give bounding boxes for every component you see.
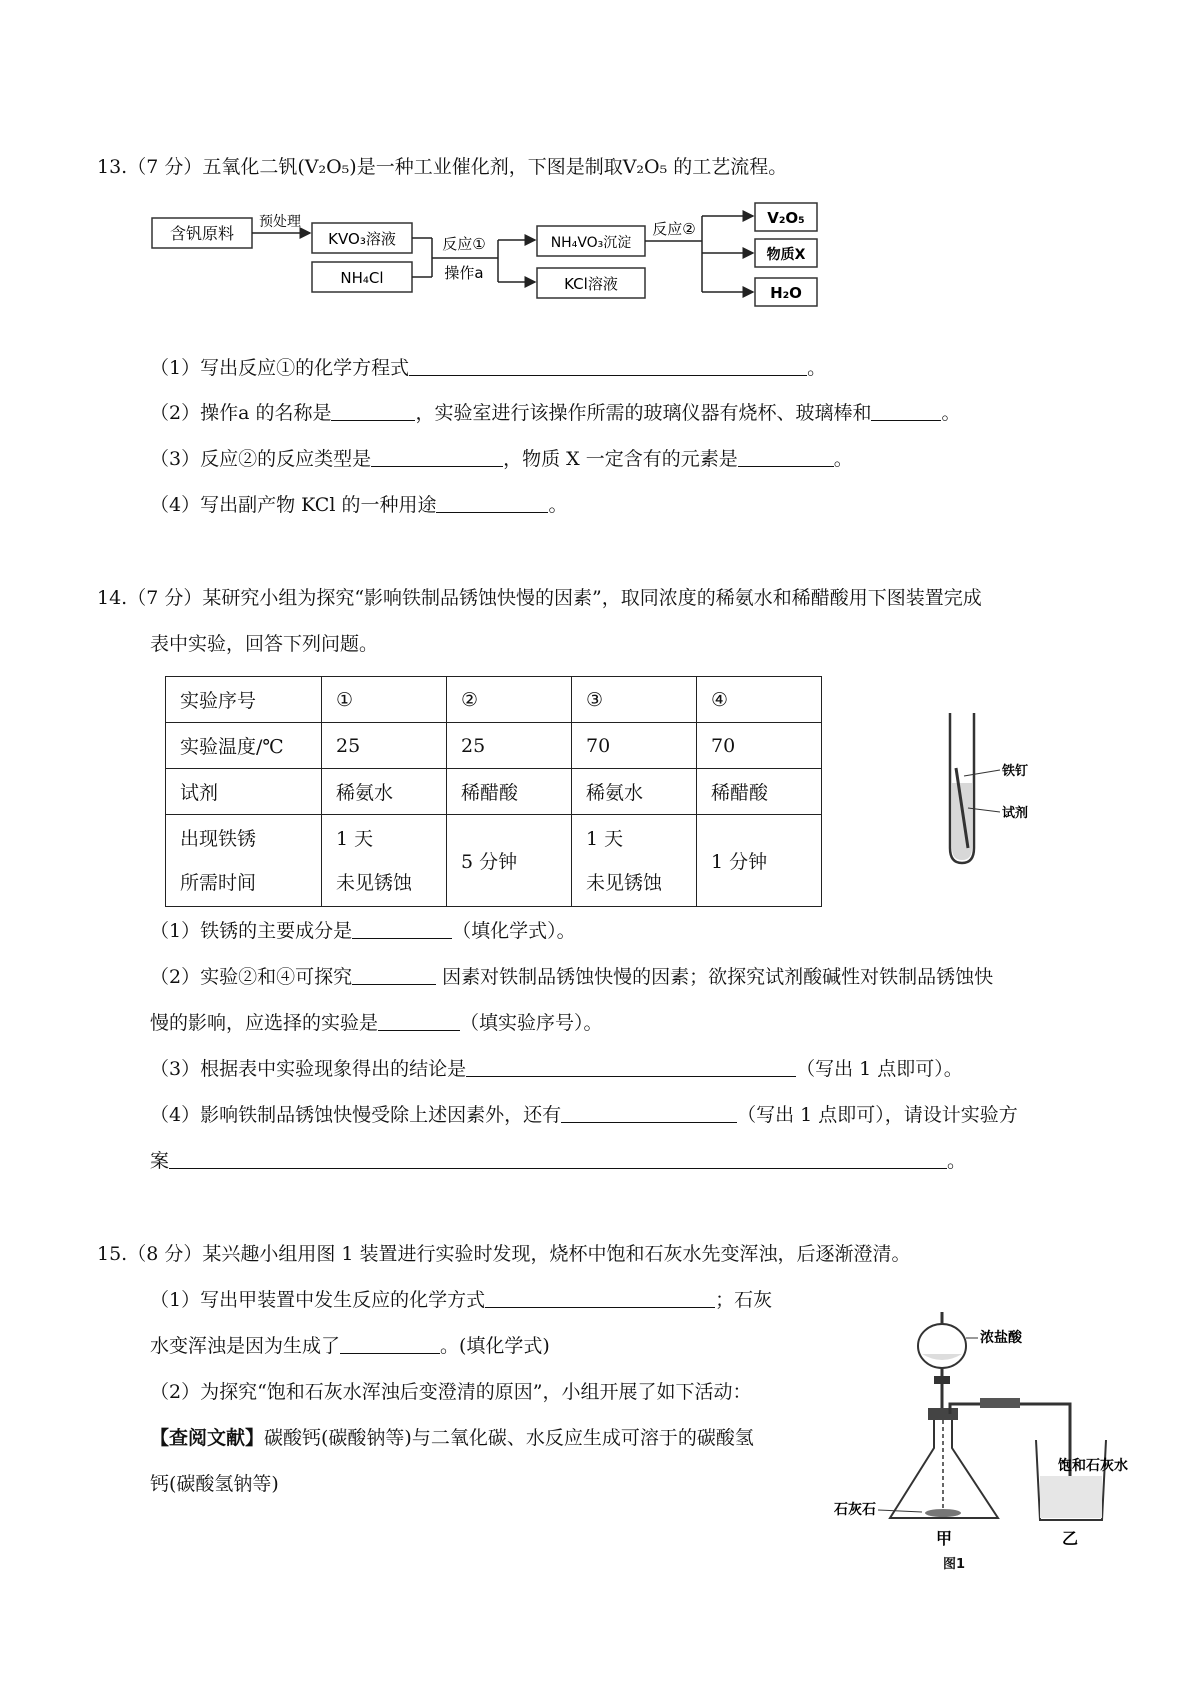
- table-cell: 稀醋酸: [697, 769, 822, 815]
- answer-blank[interactable]: [378, 1012, 460, 1031]
- jia-label: 甲: [936, 1529, 953, 1548]
- q14-part2-line2: 慢的影响，应选择的实验是 （填实验序号）。: [150, 1012, 603, 1034]
- answer-blank[interactable]: [738, 448, 834, 467]
- table-cell: 1 分钟: [697, 815, 822, 907]
- table-header-cell: ②: [447, 677, 572, 723]
- flow-r1-label: 反应①: [442, 235, 486, 253]
- answer-blank[interactable]: [409, 357, 807, 376]
- flow-opa-label: 操作a: [444, 264, 484, 282]
- apparatus-figure-1: [830, 1308, 1170, 1548]
- stopper: [928, 1408, 958, 1420]
- table-header-cell: ④: [697, 677, 822, 723]
- table-cell: 5 分钟: [447, 815, 572, 907]
- answer-blank[interactable]: [485, 1289, 715, 1308]
- table-cell: 稀氨水: [322, 769, 447, 815]
- q13-part1: （1）写出反应①的化学方程式 。: [150, 357, 827, 379]
- q14-stem-line1: 14.（7 分）某研究小组为探究“影响铁制品锈蚀快慢的因素”，取同浓度的稀氨水和稀醋酸用下图装置完成: [97, 587, 982, 609]
- figure-caption: 图1: [943, 1557, 966, 1572]
- table-cell: 1 天 未见锈蚀: [572, 815, 697, 907]
- funnel-bulb: [918, 1324, 966, 1368]
- table-cell: 70: [697, 723, 822, 769]
- flow-nh4vo3-label: NH₄VO₃沉淀: [550, 235, 632, 251]
- flow-pre-label: 预处理: [259, 214, 301, 230]
- answer-blank[interactable]: [169, 1150, 947, 1169]
- q13-flow-diagram: [150, 198, 870, 318]
- q13-part3: （3）反应②的反应类型是 ，物质 X 一定含有的元素是 。: [150, 448, 853, 470]
- q13-part4: （4）写出副产物 KCl 的一种用途 。: [150, 494, 568, 516]
- flow-nh4cl-label: NH₄Cl: [340, 269, 384, 287]
- acid-label: 浓盐酸: [980, 1330, 1022, 1346]
- q15-part2: （2）为探究“饱和石灰水浑浊后变澄清的原因”，小组开展了如下活动：: [150, 1381, 752, 1403]
- q13-stem: 13.（7 分）五氧化二钒(V₂O₅)是一种工业催化剂，下图是制取V₂O₅ 的工艺流程。: [97, 156, 788, 178]
- q15-part1-line1: （1）写出甲装置中发生反应的化学方式 ；石灰: [150, 1289, 773, 1311]
- flow-r2-label: 反应②: [652, 220, 696, 238]
- flow-kvo3-label: KVO₃溶液: [328, 230, 396, 248]
- flow-x-label: 物质X: [766, 247, 806, 263]
- reagent-liquid: [952, 783, 972, 860]
- flow-raw-label: 含钒原料: [169, 224, 235, 243]
- limestone: [925, 1509, 961, 1517]
- table-cell: 稀氨水: [572, 769, 697, 815]
- q14-experiment-table: [165, 676, 822, 907]
- q15-literature-line2: 钙(碳酸氢钠等): [150, 1473, 279, 1495]
- answer-blank[interactable]: [436, 494, 548, 513]
- answer-blank[interactable]: [352, 920, 452, 939]
- q14-part2-line1: （2）实验②和④可探究 因素对铁制品锈蚀快慢的因素；欲探究试剂酸碱性对铁制品锈蚀快: [150, 966, 994, 988]
- q14-part3: （3）根据表中实验现象得出的结论是 （写出 1 点即可）。: [150, 1058, 963, 1080]
- q14-part4-line1: （4）影响铁制品锈蚀快慢受除上述因素外，还有 （写出 1 点即可），请设计实验方: [150, 1104, 1018, 1126]
- table-cell: 出现铁锈 所需时间: [166, 815, 322, 907]
- table-header-cell: ①: [322, 677, 447, 723]
- table-header-cell: ③: [572, 677, 697, 723]
- conical-flask: [890, 1420, 998, 1518]
- table-cell: 25: [322, 723, 447, 769]
- answer-blank[interactable]: [352, 966, 436, 985]
- table-cell: 70: [572, 723, 697, 769]
- answer-blank[interactable]: [340, 1335, 440, 1354]
- answer-blank[interactable]: [871, 402, 941, 421]
- limestone-label: 石灰石: [834, 1502, 876, 1518]
- answer-blank[interactable]: [466, 1058, 796, 1077]
- q14-part1: （1）铁锈的主要成分是 （填化学式）。: [150, 920, 576, 942]
- answer-blank[interactable]: [561, 1104, 737, 1123]
- table-cell: 稀醋酸: [447, 769, 572, 815]
- table-cell: 试剂: [166, 769, 322, 815]
- flow-v2o5-label: V₂O₅: [767, 209, 805, 227]
- lime-water: [1040, 1476, 1102, 1518]
- q15-literature-line1: 【查阅文献】碳酸钙(碳酸钠等)与二氧化碳、水反应生成可溶于的碳酸氢: [150, 1427, 754, 1449]
- q14-part4-line2: 案 。: [150, 1150, 967, 1172]
- q13-part2: （2）操作a 的名称是 ，实验室进行该操作所需的玻璃仪器有烧杯、玻璃棒和 。: [150, 402, 961, 424]
- q14-stem-line2: 表中实验，回答下列问题。: [150, 633, 379, 655]
- yi-label: 乙: [1062, 1529, 1079, 1548]
- table-cell: 实验温度/℃: [166, 723, 322, 769]
- test-tube-figure: [940, 708, 1060, 868]
- table-header-cell: 实验序号: [166, 677, 322, 723]
- q15-stem: 15.（8 分）某兴趣小组用图 1 装置进行实验时发现，烧杯中饱和石灰水先变浑浊，后逐渐澄清。: [97, 1243, 911, 1265]
- funnel-stopcock: [934, 1376, 950, 1384]
- table-cell: 1 天 未见锈蚀: [322, 815, 447, 907]
- answer-blank[interactable]: [371, 448, 503, 467]
- answer-blank[interactable]: [331, 402, 415, 421]
- limewater-label: 饱和石灰水: [1058, 1458, 1128, 1474]
- tube-nail-label: 铁钉: [1002, 764, 1029, 779]
- flow-kcl-label: KCl溶液: [564, 275, 618, 293]
- q15-part1-line2: 水变浑浊是因为生成了 。(填化学式): [150, 1335, 550, 1357]
- flow-h2o-label: H₂O: [770, 284, 802, 302]
- tube-reagent-label: 试剂: [1002, 806, 1029, 821]
- table-cell: 25: [447, 723, 572, 769]
